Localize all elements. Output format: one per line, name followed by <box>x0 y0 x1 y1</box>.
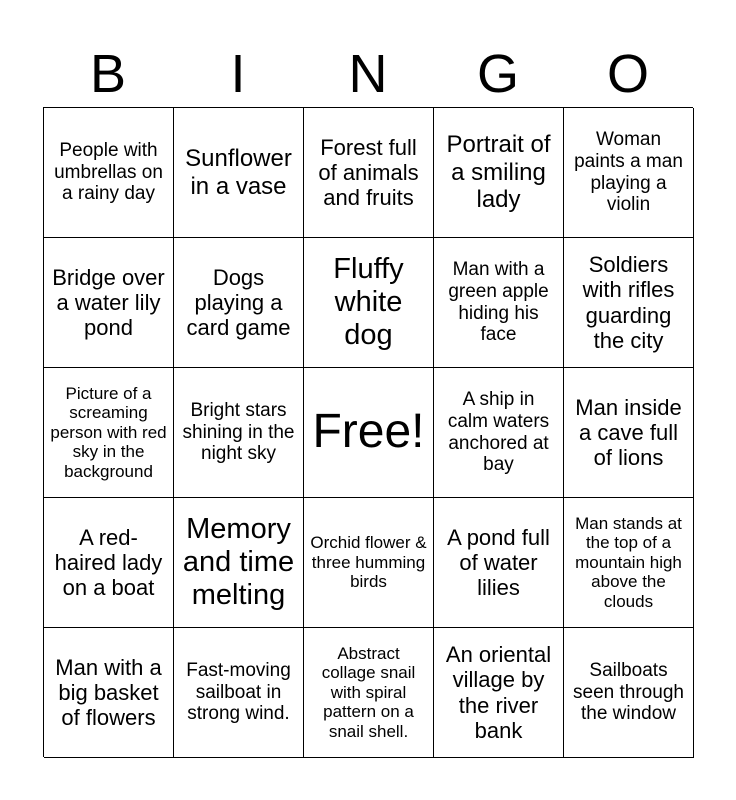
header-letter-i: I <box>230 44 246 104</box>
bingo-grid <box>43 107 693 757</box>
free-space: Free! <box>304 368 434 498</box>
bingo-cell: Picture of a screaming person with red sky in the background <box>44 368 174 498</box>
bingo-cell: Man with a green apple hiding his face <box>434 238 564 368</box>
header-letter-b: B <box>89 44 127 104</box>
bingo-cell: A pond full of water lilies <box>434 498 564 628</box>
bingo-cell: Man with a big basket of flowers <box>44 628 174 758</box>
bingo-cell: Sailboats seen through the window <box>564 628 694 758</box>
bingo-cell: Bridge over a water lily pond <box>44 238 174 368</box>
bingo-cell: Fluffy white dog <box>304 238 434 368</box>
bingo-cell: Abstract collage snail with spiral pattern on a snail shell. <box>304 628 434 758</box>
header-letter-o: O <box>606 44 649 104</box>
bingo-cell: Man inside a cave full of lions <box>564 368 694 498</box>
bingo-cell: Woman paints a man playing a violin <box>564 108 694 238</box>
header-letter-g: G <box>476 44 519 104</box>
bingo-header <box>43 40 693 108</box>
bingo-cell: A red-haired lady on a boat <box>44 498 174 628</box>
bingo-cell: Sunflower in a vase <box>174 108 304 238</box>
bingo-cell: People with umbrellas on a rainy day <box>44 108 174 238</box>
bingo-cell: Bright stars shining in the night sky <box>174 368 304 498</box>
bingo-cell: Fast-moving sailboat in strong wind. <box>174 628 304 758</box>
bingo-cell: Dogs playing a card game <box>174 238 304 368</box>
bingo-cell: Memory and time melting <box>174 498 304 628</box>
header-letter-n: N <box>348 44 388 104</box>
bingo-cell: Man stands at the top of a mountain high above the clouds <box>564 498 694 628</box>
bingo-cell: Soldiers with rifles guarding the city <box>564 238 694 368</box>
bingo-cell: Forest full of animals and fruits <box>304 108 434 238</box>
bingo-cell: Orchid flower & three humming birds <box>304 498 434 628</box>
bingo-cell: A ship in calm waters anchored at bay <box>434 368 564 498</box>
bingo-cell: An oriental village by the river bank <box>434 628 564 758</box>
bingo-cell: Portrait of a smiling lady <box>434 108 564 238</box>
